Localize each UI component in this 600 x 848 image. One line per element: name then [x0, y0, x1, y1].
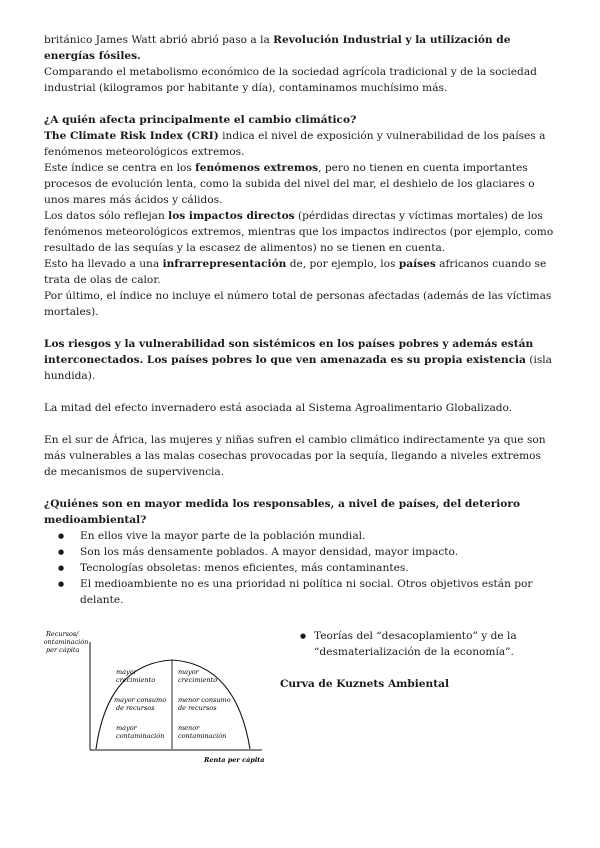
ylabel-line2: contaminación: [44, 638, 89, 646]
heading-responsible-countries: ¿Quiénes son en mayor medida los responsables, a nivel de países, del deterioro medioambiental?: [44, 498, 521, 526]
list-item: ● En ellos vive la mayor parte de la población mundial.: [80, 528, 556, 544]
paragraph-extreme-events: Este índice se centra en los fenómenos extremos, pero no tienen en cuenta importantes procesos de evolución lenta, como la subida del nivel del mar, el deshielo de los glaciares o unos mares más ácidos y cálidos.: [44, 162, 535, 206]
paragraph-systemic-risks: Los riesgos y la vulnerabilidad son sistémicos en los países pobres y además están interconectados. Los países pobres lo que ven amenazada es su propia existencia (isla hundida).: [44, 338, 552, 382]
document-page: [44, 32, 556, 764]
list-item: ● Tecnologías obsoletas: menos eficientes, más contaminantes.: [80, 560, 556, 576]
paragraph-direct-impacts: Los datos sólo reflejan los impactos directos (pérdidas directas y víctimas mortales) de los fenómenos meteorológicos extremos, mientras que los impactos indirectos (por ejemplo, como resultado de las sequías y la escasez de alimentos) no se tienen en cuenta.: [44, 210, 554, 254]
right-label-2a: menor consumo: [178, 696, 231, 704]
ylabel-line3: per cápita: [46, 646, 80, 654]
paragraph-greenhouse: La mitad del efecto invernadero está asociada al Sistema Agroalimentario Globalizado.: [44, 402, 513, 414]
responsible-list: [44, 528, 556, 608]
right-label-3b: contaminación: [178, 732, 227, 740]
paragraph-underrepresentation: Esto ha llevado a una infrarrepresentación de, por ejemplo, los países africanos cuando se trata de olas de calor.: [44, 258, 547, 286]
right-label-2b: de recursos: [178, 704, 217, 712]
paragraph-affected-people: Por último, el índice no incluye el número total de personas afectadas (además de las víctimas mortales).: [44, 290, 552, 318]
left-label-2b: de recursos: [116, 704, 155, 712]
ylabel-line1: Recursos/: [46, 630, 79, 638]
right-label-1b: crecimiento: [178, 676, 218, 684]
decoupling-bullet: ● Teorías del “desacoplamiento” y de la “desmaterialización de la economía”.: [280, 628, 556, 660]
kuznets-notes: [280, 628, 556, 692]
right-label-3a: menor: [178, 724, 200, 732]
left-label-3a: mayor: [116, 724, 137, 732]
kuznets-curve-diagram: [44, 628, 274, 768]
left-label-3b: contaminación: [116, 732, 165, 740]
paragraph-cri: The Climate Risk Index (CRI) indica el nivel de exposición y vulnerabilidad de los países a fenómenos meteorológicos extremos.: [44, 130, 546, 158]
list-item: ● El medioambiente no es una prioridad ni política ni social. Otros objetivos están por delante.: [80, 576, 556, 608]
left-label-1a: mayor: [116, 668, 137, 676]
paragraph-south-africa: En el sur de África, las mujeres y niñas sufren el cambio climático indirectamente ya que son más vulnerables a las malas cosechas provocadas por la sequía, llegando a niveles extremos de mecanismos de supervivencia.: [44, 434, 546, 478]
kuznets-title: Curva de Kuznets Ambiental: [280, 678, 450, 690]
xlabel: Renta per cápita: [204, 756, 265, 764]
heading-who-is-affected: ¿A quién afecta principalmente el cambio climático?: [44, 114, 357, 126]
left-label-2a: mayor consumo: [114, 696, 167, 704]
paragraph-revolution: británico James Watt abrió abrió paso a la Revolución Industrial y la utilización de energías fósiles.: [44, 34, 511, 62]
paragraph-metabolism: Comparando el metabolismo económico de la sociedad agrícola tradicional y de la sociedad industrial (kilogramos por habitante y día), contaminamos muchísimo más.: [44, 66, 537, 94]
list-item: ● Son los más densamente poblados. A mayor densidad, mayor impacto.: [80, 544, 556, 560]
left-label-1b: crecimiento: [116, 676, 156, 684]
right-label-1a: mayor: [178, 668, 199, 676]
kuznets-section: [44, 628, 556, 798]
kuznets-svg: [44, 628, 274, 768]
